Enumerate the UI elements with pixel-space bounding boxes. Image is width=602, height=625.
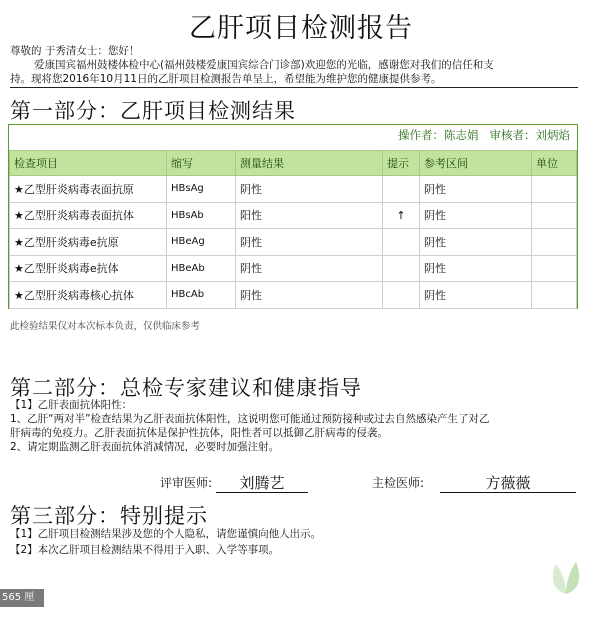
col-header-result: 测量结果	[236, 151, 383, 176]
results-header-row	[10, 151, 577, 176]
col-header-ref: 参考区间	[420, 151, 532, 176]
cell-item: ★乙型肝炎病毒e抗体	[10, 255, 167, 282]
greeting-line-2: 持。现将您2016年10月11日的乙肝项目检测报告单呈上，希望能为维护您的健康提供参考。	[10, 73, 442, 85]
result-disclaimer: 此检验结果仅对本次标本负责，仅供临床参考	[10, 321, 201, 332]
table-row	[10, 202, 577, 229]
operator-label: 操作者：	[398, 128, 445, 142]
greeting-salutation: 尊敬的 于秀清女士：您好！	[10, 45, 140, 57]
col-header-flag: 提示	[383, 151, 420, 176]
operator-name: 陈志娟	[444, 128, 479, 142]
reviewer-doctor-signature: 刘腾艺	[216, 472, 308, 493]
cell-ref: 阴性	[420, 282, 532, 309]
col-header-item: 检查项目	[10, 151, 167, 176]
cell-abbr: HBsAg	[167, 176, 236, 203]
cell-flag	[383, 282, 420, 309]
cell-unit	[532, 229, 577, 256]
cell-flag	[383, 255, 420, 282]
cell-result: 阴性	[236, 229, 383, 256]
reviewer-label: 审核者：	[489, 128, 536, 142]
notice-1: 【1】乙肝项目检测结果涉及您的个人隐私，请您谨慎向他人出示。	[10, 528, 322, 540]
cell-item: ★乙型肝炎病毒表面抗体	[10, 202, 167, 229]
reviewer-doctor-label: 评审医师:	[160, 476, 213, 490]
cell-ref: 阴性	[420, 229, 532, 256]
advice-paragraph-1a: 1、乙肝“两对半”检查结果为乙肝表面抗体阳性，这说明您可能通过预防接种或过去自然感染产生了对乙	[10, 413, 490, 425]
cell-result: 阴性	[236, 176, 383, 203]
cell-unit	[532, 282, 577, 309]
report-title: 乙肝项目检测报告	[189, 13, 413, 44]
advice-subheading: 【1】乙肝表面抗体阳性：	[10, 399, 133, 411]
cell-abbr: HBeAg	[167, 229, 236, 256]
table-row	[10, 255, 577, 282]
col-header-unit: 单位	[532, 151, 577, 176]
notice-2: 【2】本次乙肝项目检测结果不得用于入职、入学等事项。	[10, 544, 280, 556]
part1-heading: 第一部分：乙肝项目检测结果	[10, 99, 296, 123]
operator-line	[398, 127, 570, 143]
table-row	[10, 176, 577, 203]
cell-item: ★乙型肝炎病毒表面抗原	[10, 176, 167, 203]
cell-unit	[532, 202, 577, 229]
leaf-logo-icon	[546, 558, 586, 596]
cell-abbr: HBsAb	[167, 202, 236, 229]
cell-item: ★乙型肝炎病毒核心抗体	[10, 282, 167, 309]
cell-result: 阳性	[236, 202, 383, 229]
results-table	[9, 150, 577, 309]
cell-ref: 阴性	[420, 176, 532, 203]
part2-heading: 第二部分：总检专家建议和健康指导	[10, 376, 362, 400]
greeting-line-1: 爱康国宾福州鼓楼体检中心(福州鼓楼爱康国宾综合门诊部)欢迎您的光临，感谢您对我们的信任和支	[34, 59, 494, 71]
part3-heading: 第三部分：特别提示	[10, 504, 208, 528]
cell-flag: ↑	[383, 202, 420, 229]
cell-flag	[383, 229, 420, 256]
cell-abbr: HBcAb	[167, 282, 236, 309]
measure-overlay-badge: 565 厘米	[0, 589, 44, 607]
cell-unit	[532, 176, 577, 203]
chief-doctor-label: 主检医师:	[372, 476, 425, 490]
table-row	[10, 282, 577, 309]
advice-paragraph-1b: 肝病毒的免疫力。乙肝表面抗体是保护性抗体，阳性者可以抵御乙肝病毒的侵袭。	[10, 427, 388, 439]
cell-abbr: HBeAb	[167, 255, 236, 282]
cell-result: 阴性	[236, 282, 383, 309]
cell-ref: 阴性	[420, 255, 532, 282]
cell-ref: 阴性	[420, 202, 532, 229]
cell-flag	[383, 176, 420, 203]
table-row	[10, 229, 577, 256]
greeting-divider	[10, 87, 578, 88]
chief-doctor-signature: 方薇薇	[440, 472, 576, 493]
advice-paragraph-2: 2、请定期监测乙肝表面抗体消减情况，必要时加强注射。	[10, 441, 280, 453]
cell-unit	[532, 255, 577, 282]
cell-result: 阴性	[236, 255, 383, 282]
cell-item: ★乙型肝炎病毒e抗原	[10, 229, 167, 256]
reviewer-name: 刘炳焰	[535, 128, 570, 142]
col-header-abbr: 缩写	[167, 151, 236, 176]
